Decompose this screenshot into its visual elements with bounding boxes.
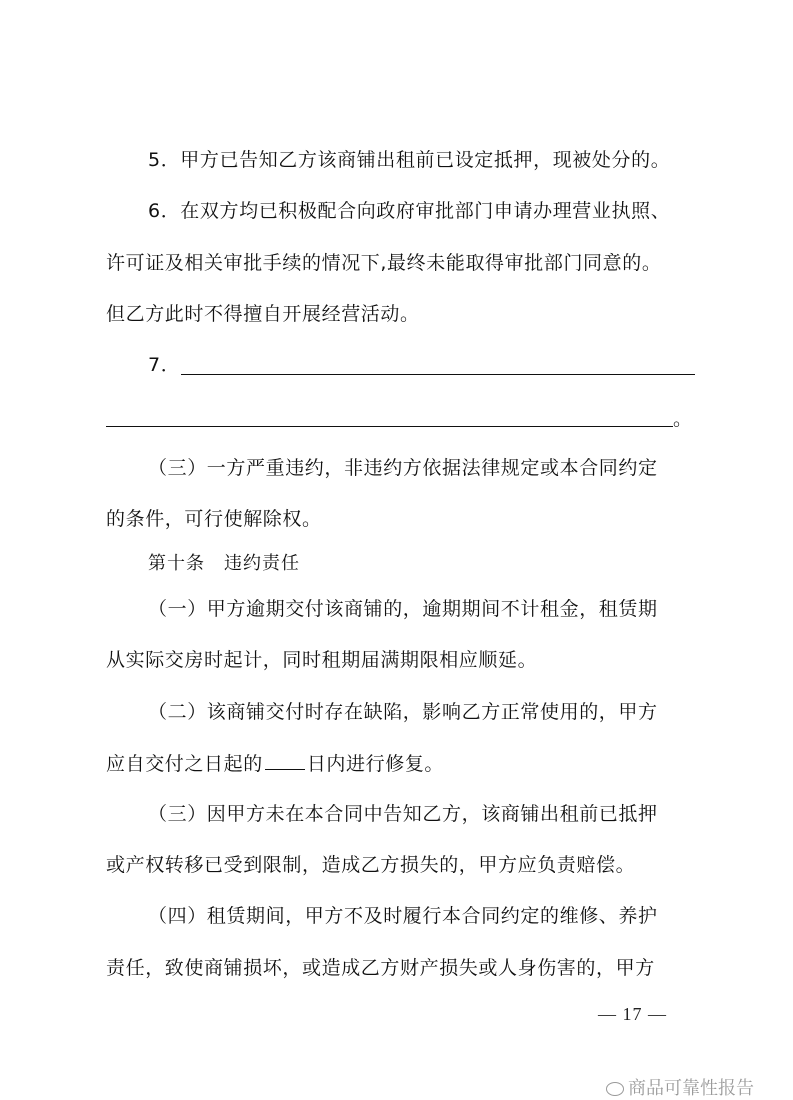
watermark — [606, 1074, 754, 1100]
clause-7-end-mark: 。 — [673, 408, 693, 430]
liability-1-continued: 从实际交房时起计，同时租期届满期限相应顺延。 — [106, 649, 538, 671]
watermark-text: 商品可靠性报告 — [628, 1078, 754, 1099]
clause-5-text: 5．甲方已告知乙方该商铺出租前已设定抵押，现被处分的。 — [148, 149, 671, 171]
liability-1-text: （一）甲方逾期交付该商铺的，逾期期间不计租金，租赁期 — [148, 598, 658, 620]
clause-6-continued: 许可证及相关审批手续的情况下,最终未能取得审批部门同意的。 — [106, 252, 662, 274]
clause-7-label: 7． — [148, 354, 181, 376]
liability-2-prefix: 应自交付之日起的 — [106, 753, 263, 775]
termination-right-text: （三）一方严重违约，非违约方依据法律规定或本合同约定 — [148, 457, 658, 479]
liability-3-text: （三）因甲方未在本合同中告知乙方，该商铺出租前已抵押 — [148, 803, 658, 825]
clause-6-text: 6．在双方均已积极配合向政府审批部门申请办理营业执照、 — [148, 200, 671, 222]
liability-2-text: （二）该商铺交付时存在缺陷，影响乙方正常使用的，甲方 — [148, 701, 658, 723]
clause-7-blank-line-2 — [106, 426, 673, 427]
article-10-heading: 第十条 违约责任 — [148, 553, 300, 574]
clause-7-blank-line-1 — [181, 374, 695, 375]
page-number: — 17 — — [598, 1004, 667, 1024]
liability-2-continued — [106, 751, 444, 776]
termination-right-continued: 的条件，可行使解除权。 — [106, 508, 322, 530]
clause-6-note: 但乙方此时不得擅自开展经营活动。 — [106, 303, 420, 325]
wechat-icon — [606, 1082, 624, 1096]
liability-3-continued: 或产权转移已受到限制，造成乙方损失的，甲方应负责赔偿。 — [106, 854, 636, 876]
liability-2-suffix: 日内进行修复。 — [306, 753, 445, 775]
days-blank-field — [265, 751, 305, 770]
liability-4-continued: 责任，致使商铺损坏，或造成乙方财产损失或人身伤害的，甲方 — [106, 957, 655, 979]
liability-4-text: （四）租赁期间，甲方不及时履行本合同约定的维修、养护 — [148, 905, 658, 927]
